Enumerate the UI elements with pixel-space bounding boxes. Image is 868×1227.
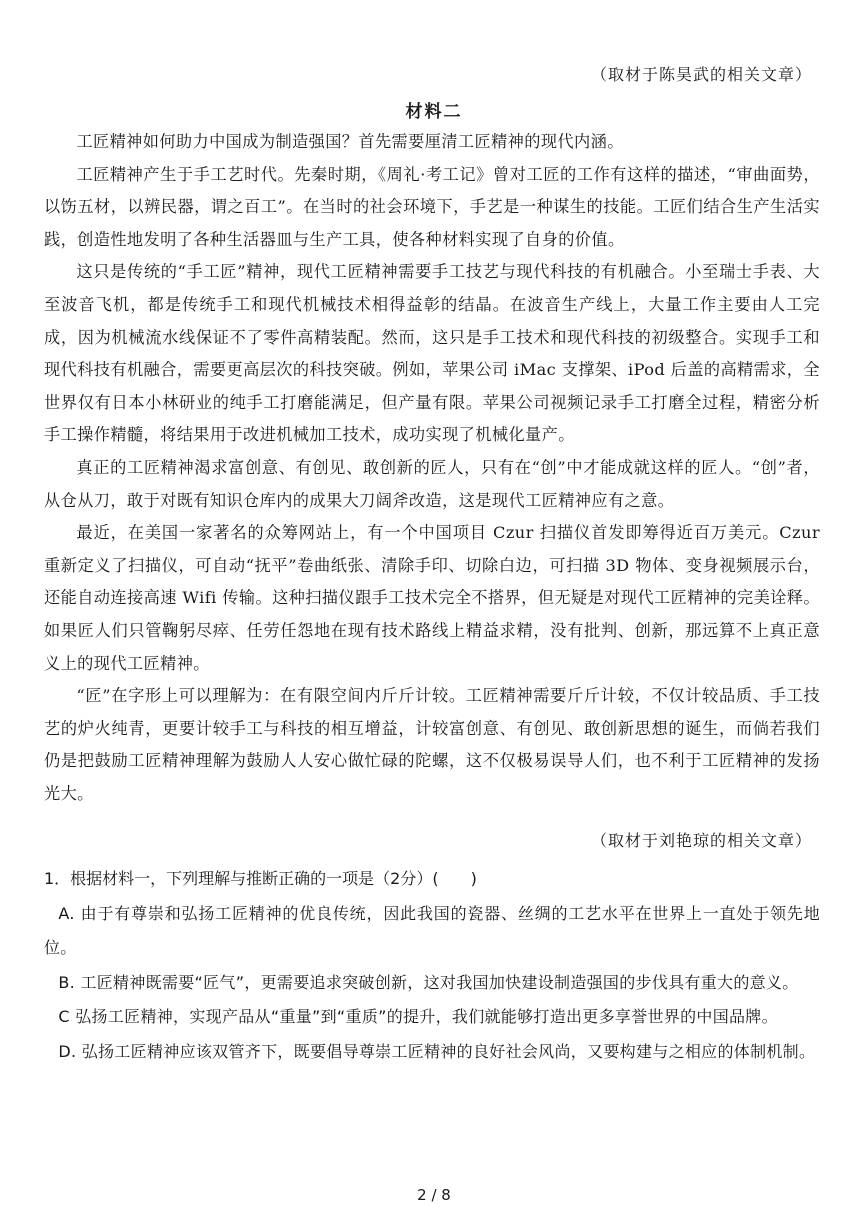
- option-c[interactable]: C 弘扬工匠精神，实现产品从“重量”到“重质”的提升，我们就能够打造出更多享誉世界的中国品牌。: [58, 1007, 778, 1026]
- paragraph: 这只是传统的“手工匠”精神，现代工匠精神需要手工技艺与现代科技的有机融合。小至瑞士手表、大至波音飞机，都是传统手工和现代机械技术相得益彰的结晶。在波音生产线上，大量工作主要由人工完成，因为机械流水线保证不了零件高精装配。然而，这只是手工技术和现代科技的初级整合。实现手工和现代科技有机融合，需要更高层次的科技突破。例如，苹果公司 iMac 支撑架、iPod 后盖的高精需求，全世界仅有日本小林研业的纯手工打磨能满足，但产量有限。苹果公司视频记录手工打磨全过程，精密分析手工操作精髓，将结果用于改进机械加工技术，成功实现了机械化量产。: [44, 262, 820, 445]
- paragraph: “匠”在字形上可以理解为：在有限空间内斤斤计较。工匠精神需要斤斤计较，不仅计较品质、手工技艺的炉火纯青，更要计较手工与科技的相互增益，计较富创意、有创见、敢创新思想的诞生，而倘若我们仍是把鼓励工匠精神理解为鼓励人人安心做忙碌的陀螺，这不仅极易误导人们，也不利于工匠精神的发扬光大。: [44, 686, 820, 803]
- question-stem: 1．根据材料一，下列理解与推断正确的一项是（2分）( ): [44, 869, 477, 888]
- source-citation-bottom: （取材于刘艳琼的相关文章）: [590, 831, 812, 850]
- question-1: [44, 862, 820, 1069]
- material-two-body: [44, 126, 820, 810]
- option-a[interactable]: A. 由于有尊崇和弘扬工匠精神的优良传统，因此我国的瓷器、丝绸的工艺水平在世界上一直处于领先地位。: [44, 903, 820, 957]
- paragraph: 工匠精神如何助力中国成为制造强国？首先需要厘清工匠精神的现代内涵。: [76, 132, 624, 151]
- paragraph: 最近，在美国一家著名的众筹网站上，有一个中国项目 Czur 扫描仪首发即筹得近百万美元。Czur 重新定义了扫描仪，可自动“抚平”卷曲纸张、清除手印、切除白边，可扫描 3D 物体、变身视频展示台，还能自动连接高速 Wifi 传输。这种扫描仪跟手工技术完全不搭界，但无疑是对现代工匠精神的完美诠释。如果匠人们只管鞠躬尽瘁、任劳任怨地在现有技术路线上精益求精，没有批判、创新，那远算不上真正意义上的现代工匠精神。: [44, 523, 820, 673]
- section-title: 材料二: [405, 102, 463, 122]
- option-d[interactable]: D. 弘扬工匠精神应该双管齐下，既要倡导尊崇工匠精神的良好社会风尚，又要构建与之相应的体制机制。: [58, 1041, 816, 1061]
- page-number: 2 / 8: [417, 1186, 451, 1204]
- source-citation-top: （取材于陈昊武的相关文章）: [590, 65, 812, 84]
- paragraph: 真正的工匠精神渴求富创意、有创见、敢创新的匠人，只有在“创”中才能成就这样的匠人。“创”者，从仓从刀，敢于对既有知识仓库内的成果大刀阔斧改造，这是现代工匠精神应有之意。: [44, 457, 820, 510]
- paragraph: 工匠精神产生于手工艺时代。先秦时期，《周礼·考工记》曾对工匠的工作有这样的描述，“审曲面势，以饬五材，以辨民器，谓之百工”。在当时的社会环境下，手艺是一种谋生的技能。工匠们结合生产生活实践，创造性地发明了各种生活器皿与生产工具，使各种材料实现了自身的价值。: [44, 164, 820, 249]
- option-b[interactable]: B. 工匠精神既需要“匠气”，更需要追求突破创新，这对我国加快建设制造强国的步伐具有重大的意义。: [58, 972, 799, 992]
